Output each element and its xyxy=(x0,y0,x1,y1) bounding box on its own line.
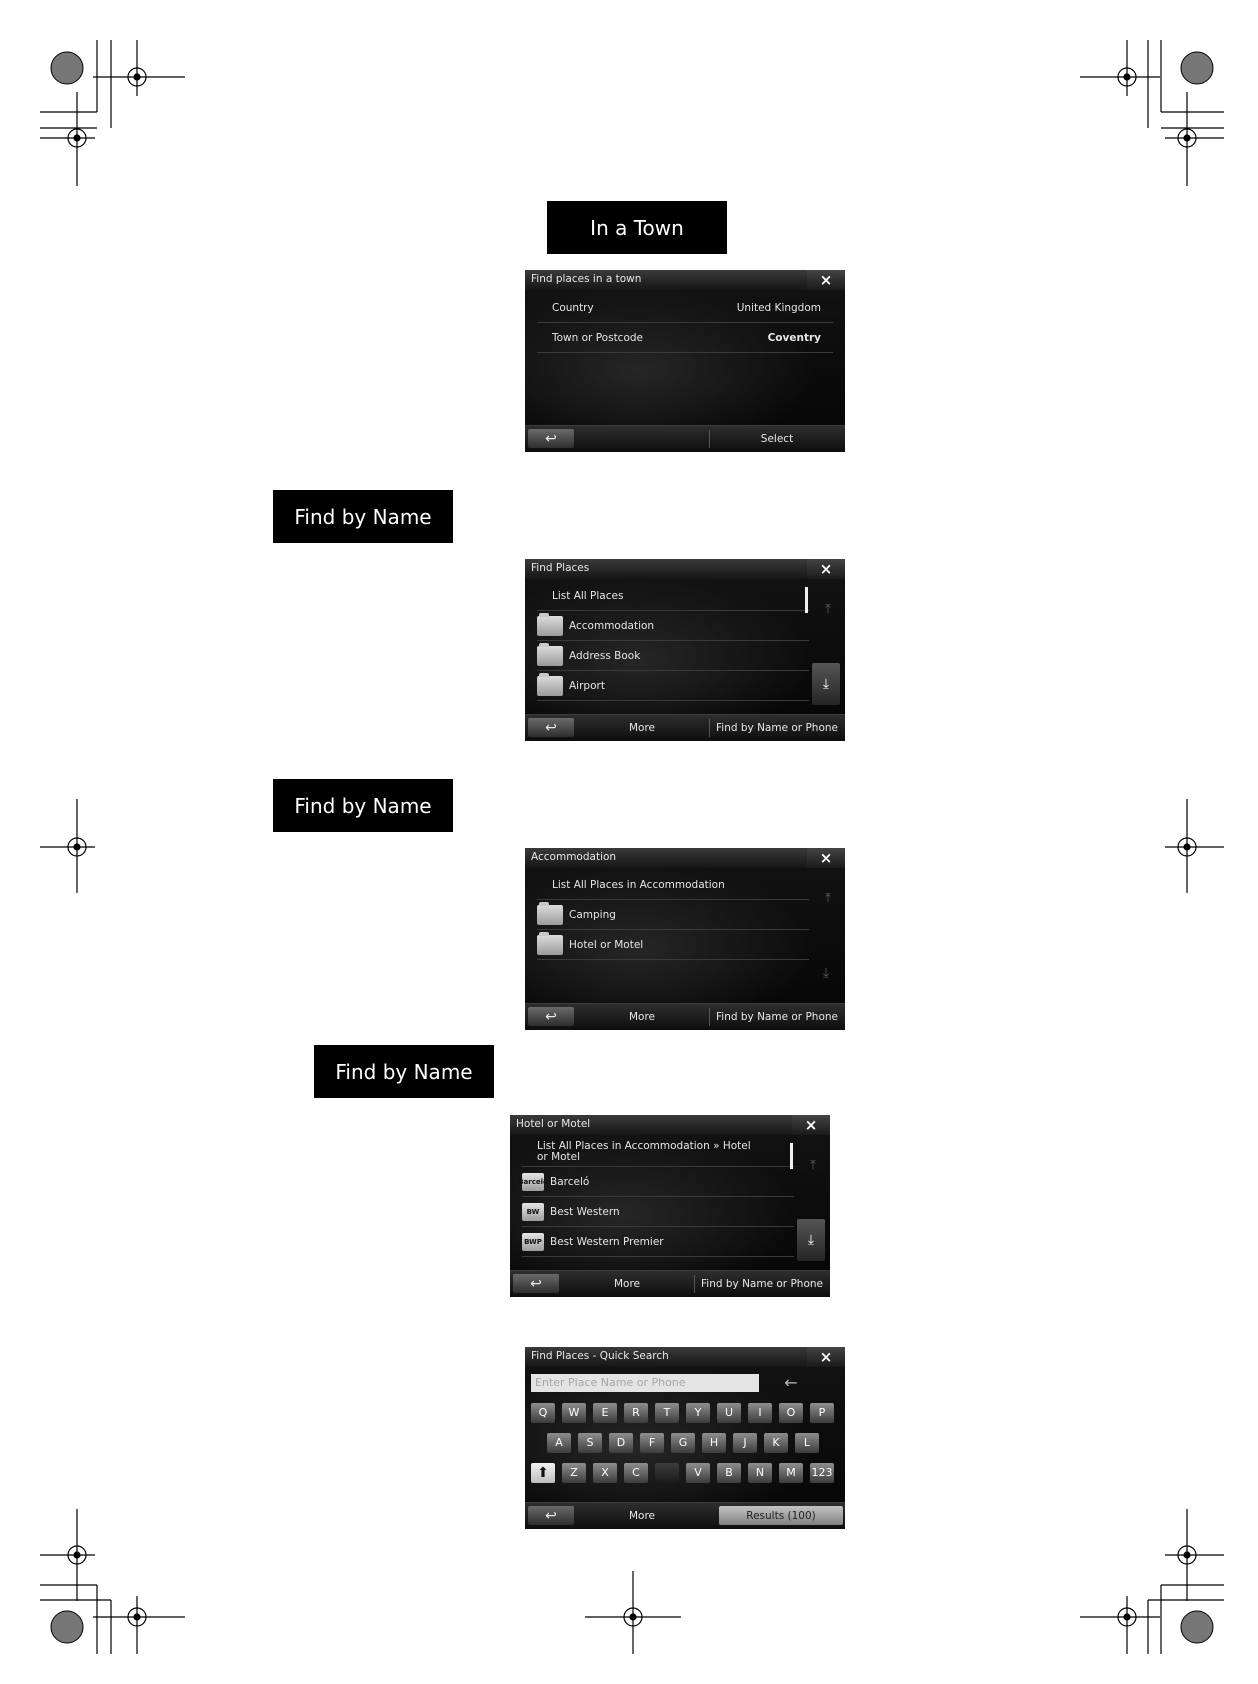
brand-row-best-western[interactable] xyxy=(522,1197,794,1227)
key-z[interactable]: Z xyxy=(562,1463,586,1483)
find-by-name-or-phone-button[interactable]: Find by Name or Phone xyxy=(716,721,838,734)
back-button[interactable]: ↩ xyxy=(528,1007,574,1026)
key-f[interactable]: F xyxy=(640,1433,664,1453)
country-row[interactable] xyxy=(537,293,833,323)
scroll-thumb[interactable] xyxy=(805,587,808,613)
list-all-places-row[interactable] xyxy=(522,1137,794,1167)
key-y[interactable]: Y xyxy=(686,1403,710,1423)
back-button[interactable]: ↩ xyxy=(513,1274,559,1293)
back-button[interactable]: ↩ xyxy=(528,1506,574,1525)
key-i[interactable]: I xyxy=(748,1403,772,1423)
scroll-to-top-icon[interactable]: ⤒ xyxy=(825,891,831,906)
key-e[interactable]: E xyxy=(593,1403,617,1423)
bottom-bar xyxy=(510,1270,830,1297)
screen-hotel-or-motel xyxy=(510,1115,830,1297)
category-row-hotel-or-motel[interactable] xyxy=(537,930,809,960)
brand-row-barcelo[interactable] xyxy=(518,1167,794,1197)
screen-title: Find places in a town xyxy=(531,273,642,285)
close-button[interactable]: × xyxy=(807,559,845,579)
brand-label: Best Western Premier xyxy=(550,1235,664,1248)
scroll-thumb[interactable] xyxy=(790,1143,793,1169)
shift-key-icon[interactable]: ⬆ xyxy=(531,1463,555,1483)
key-d[interactable]: D xyxy=(609,1433,633,1453)
list-all-label: List All Places in Accommodation » Hotel or Motel xyxy=(537,1139,751,1163)
key-c[interactable]: C xyxy=(624,1463,648,1483)
brand-label: Best Western xyxy=(550,1205,620,1218)
scrollbar xyxy=(809,870,845,998)
back-button[interactable]: ↩ xyxy=(528,429,574,448)
screen-title: Hotel or Motel xyxy=(516,1118,591,1130)
screen-find-places-in-town xyxy=(525,270,845,452)
more-button[interactable]: More xyxy=(628,1010,656,1023)
heading-in-a-town: In a Town xyxy=(547,201,727,254)
category-label: Camping xyxy=(569,908,616,921)
title-bar xyxy=(525,270,845,290)
divider xyxy=(709,1008,710,1026)
divider xyxy=(709,430,710,448)
bottom-bar xyxy=(525,425,845,452)
best-western-logo-icon: BW xyxy=(522,1203,544,1221)
backspace-icon[interactable]: ← xyxy=(784,1373,798,1392)
key-b[interactable]: B xyxy=(717,1463,741,1483)
best-western-premier-logo-icon: BWP xyxy=(522,1233,544,1251)
list-all-label: List All Places xyxy=(552,589,624,602)
screen-title: Find Places xyxy=(531,562,590,574)
more-button[interactable]: More xyxy=(628,1509,656,1522)
find-by-name-or-phone-button[interactable]: Find by Name or Phone xyxy=(701,1277,823,1290)
folder-icon xyxy=(537,905,563,925)
title-bar xyxy=(525,559,845,579)
town-row[interactable] xyxy=(537,323,833,353)
key-r[interactable]: R xyxy=(624,1403,648,1423)
heading-find-by-name-2: Find by Name xyxy=(273,779,453,832)
key-123[interactable]: 123 xyxy=(810,1463,834,1483)
folder-icon xyxy=(537,646,563,666)
category-label: Airport xyxy=(569,679,605,692)
key-u[interactable]: U xyxy=(717,1403,741,1423)
results-button[interactable]: Results (100) xyxy=(719,1506,843,1525)
scrollbar xyxy=(809,581,845,709)
select-button[interactable]: Select xyxy=(760,432,794,445)
scroll-to-bottom-button[interactable]: ⤓ xyxy=(822,965,830,981)
folder-icon xyxy=(537,935,563,955)
folder-icon xyxy=(537,676,563,696)
screen-quick-search xyxy=(525,1347,845,1529)
key-j[interactable]: J xyxy=(733,1433,757,1453)
screen-accommodation xyxy=(525,848,845,1030)
find-by-name-or-phone-button[interactable]: Find by Name or Phone xyxy=(716,1010,838,1023)
bottom-bar xyxy=(525,1502,845,1529)
close-button[interactable]: × xyxy=(807,848,845,868)
category-label: Accommodation xyxy=(569,619,655,632)
scroll-to-top-icon[interactable]: ⤒ xyxy=(810,1158,816,1173)
town-value: Coventry xyxy=(767,331,821,344)
list-all-places-row[interactable] xyxy=(537,581,809,611)
category-row-address-book[interactable] xyxy=(537,641,809,671)
heading-find-by-name-3: Find by Name xyxy=(314,1045,494,1098)
close-button[interactable]: × xyxy=(807,270,845,290)
country-label: Country xyxy=(552,301,594,314)
close-button[interactable]: × xyxy=(792,1115,830,1135)
list-all-label: List All Places in Accommodation xyxy=(552,878,725,891)
key-t[interactable]: T xyxy=(655,1403,679,1423)
screen-title: Accommodation xyxy=(531,851,617,863)
key-n[interactable]: N xyxy=(748,1463,772,1483)
title-bar xyxy=(525,848,845,868)
title-bar xyxy=(525,1347,845,1367)
screen-title: Find Places - Quick Search xyxy=(531,1350,669,1362)
space-key[interactable] xyxy=(655,1463,679,1483)
key-a[interactable]: A xyxy=(547,1433,571,1453)
category-row-camping[interactable] xyxy=(537,900,809,930)
search-input[interactable]: Enter Place Name or Phone xyxy=(531,1374,759,1392)
divider xyxy=(694,1275,695,1293)
scroll-to-top-icon[interactable]: ⤒ xyxy=(825,602,831,617)
divider xyxy=(709,719,710,737)
title-bar xyxy=(510,1115,830,1135)
category-row-airport[interactable] xyxy=(537,671,809,701)
scroll-to-bottom-button[interactable]: ⤓ xyxy=(812,663,840,705)
close-button[interactable]: × xyxy=(807,1347,845,1367)
key-s[interactable]: S xyxy=(578,1433,602,1453)
key-k[interactable]: K xyxy=(764,1433,788,1453)
key-h[interactable]: H xyxy=(702,1433,726,1453)
key-x[interactable]: X xyxy=(593,1463,617,1483)
key-w[interactable]: W xyxy=(562,1403,586,1423)
heading-find-by-name-1: Find by Name xyxy=(273,490,453,543)
key-m[interactable]: M xyxy=(779,1463,803,1483)
category-row-accommodation[interactable] xyxy=(537,611,809,641)
scrollbar xyxy=(794,1137,830,1265)
town-label: Town or Postcode xyxy=(552,331,644,344)
scroll-to-bottom-button[interactable]: ⤓ xyxy=(797,1219,825,1261)
key-p[interactable]: P xyxy=(810,1403,834,1423)
barcelo-logo-icon: Barcelo xyxy=(522,1173,544,1191)
brand-row-best-western-premier[interactable] xyxy=(522,1227,794,1257)
key-q[interactable]: Q xyxy=(531,1403,555,1423)
key-v[interactable]: V xyxy=(686,1463,710,1483)
screen-find-places xyxy=(525,559,845,741)
country-value: United Kingdom xyxy=(736,301,821,314)
more-button[interactable]: More xyxy=(628,721,656,734)
folder-icon xyxy=(537,616,563,636)
bottom-bar xyxy=(525,714,845,741)
key-o[interactable]: O xyxy=(779,1403,803,1423)
key-g[interactable]: G xyxy=(671,1433,695,1453)
brand-label: Barceló xyxy=(550,1175,590,1188)
category-label: Address Book xyxy=(569,649,641,662)
bottom-bar xyxy=(525,1003,845,1030)
back-button[interactable]: ↩ xyxy=(528,718,574,737)
category-label: Hotel or Motel xyxy=(569,938,644,951)
list-all-places-row[interactable] xyxy=(537,870,809,900)
more-button[interactable]: More xyxy=(613,1277,641,1290)
key-l[interactable]: L xyxy=(795,1433,819,1453)
